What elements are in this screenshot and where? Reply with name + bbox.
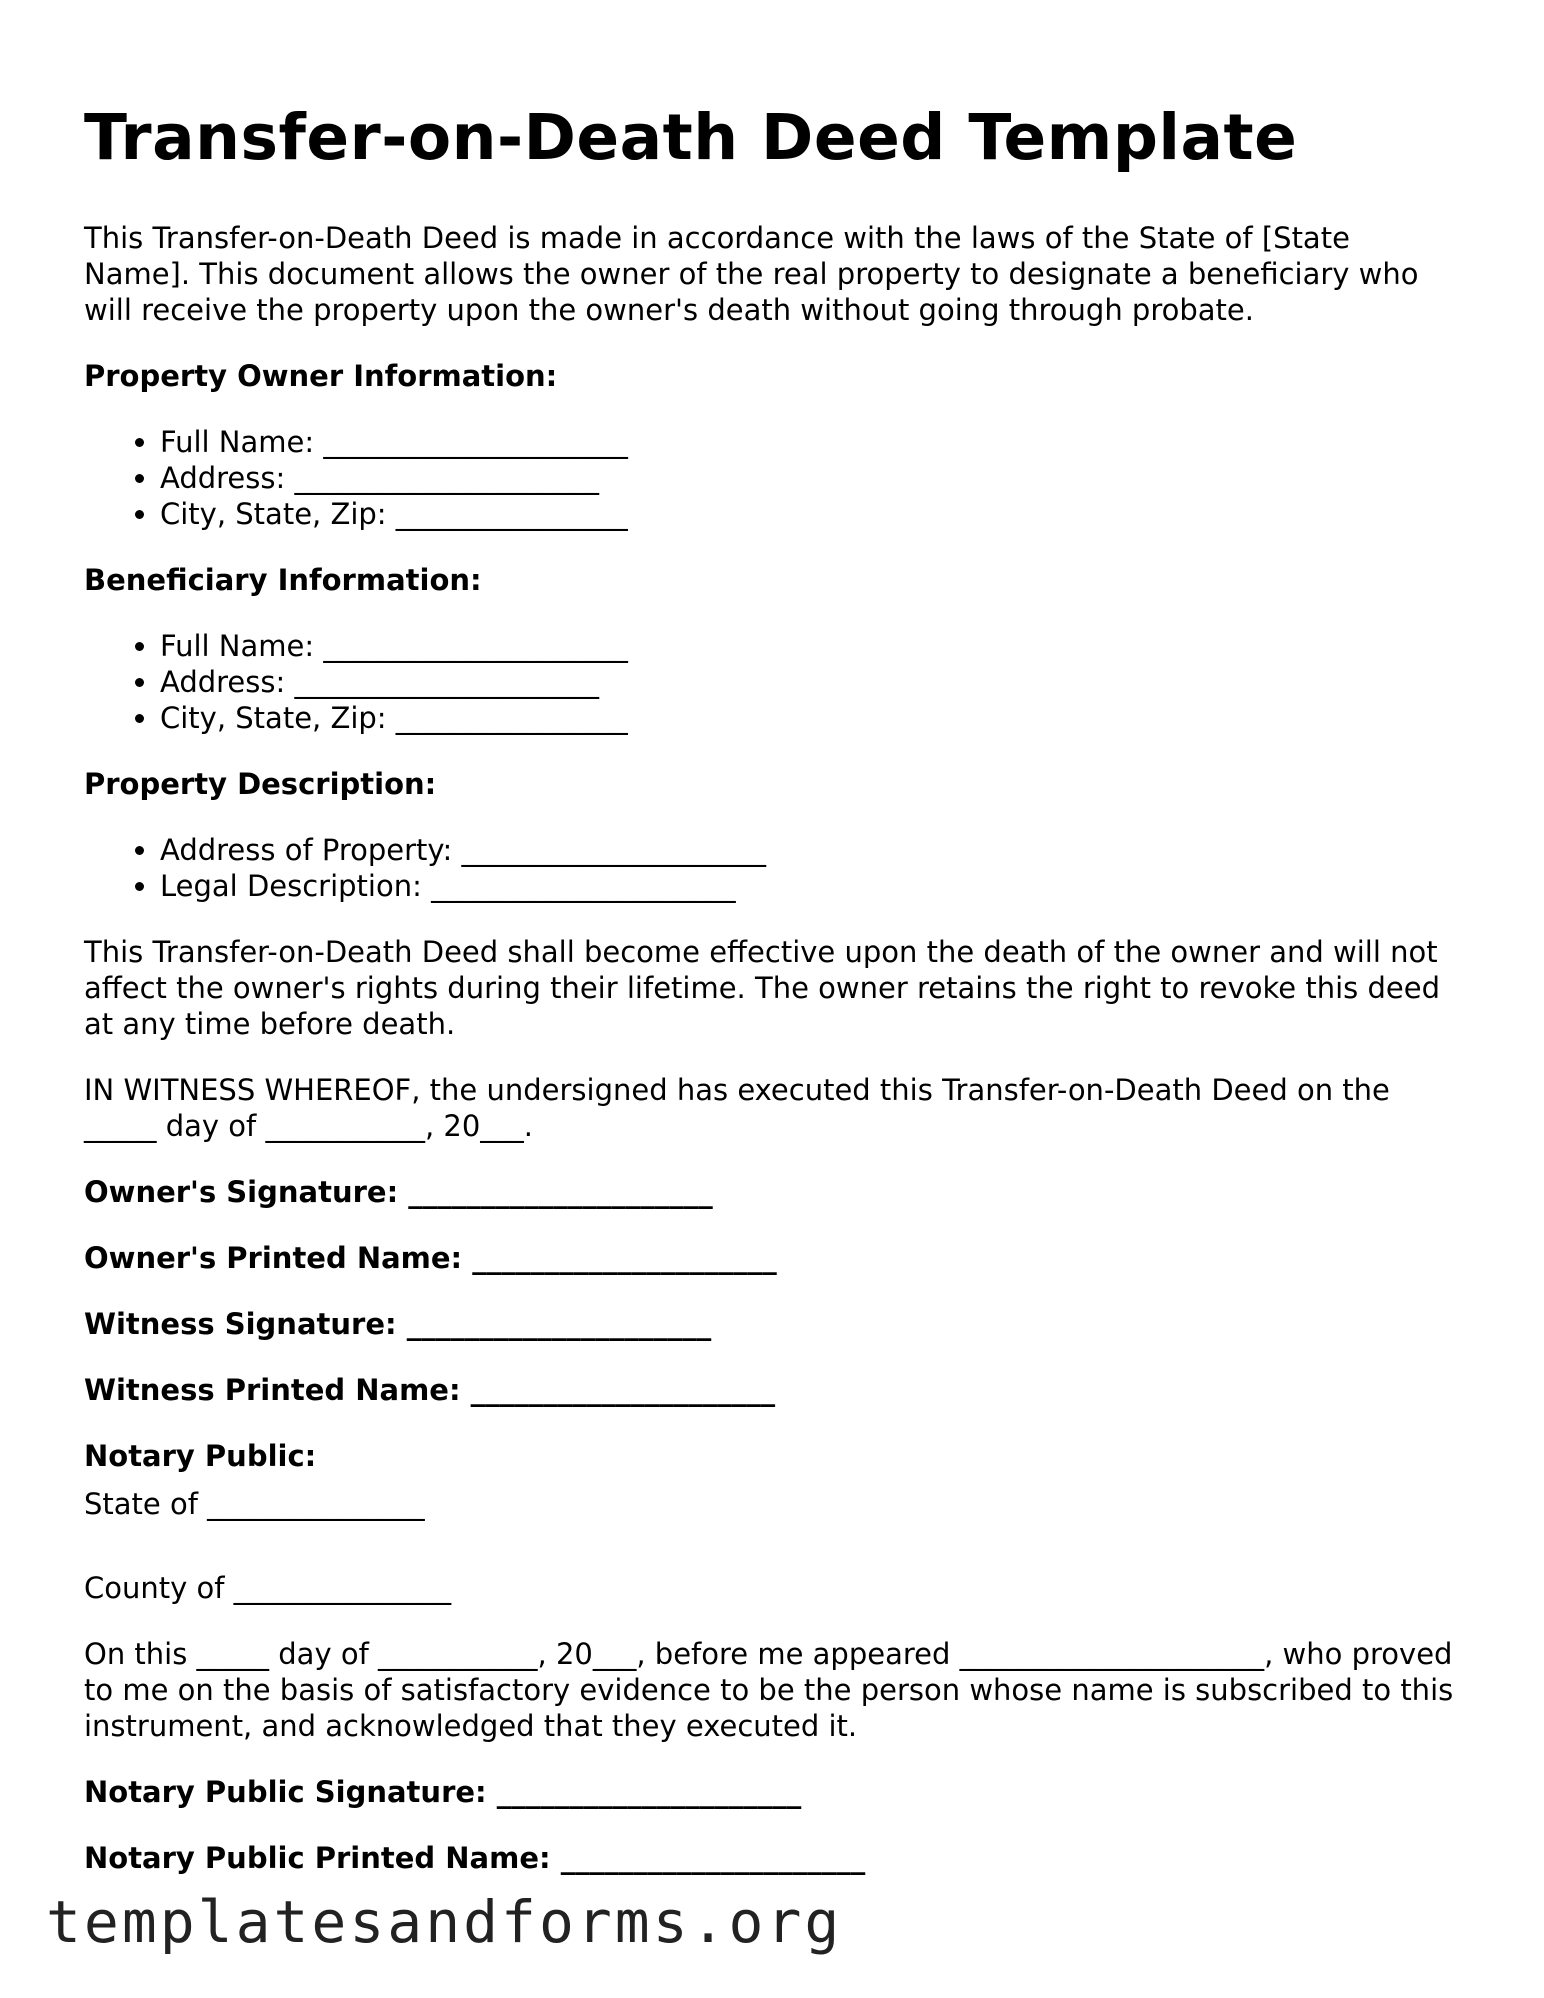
beneficiary-info-list bbox=[84, 628, 1464, 736]
beneficiary-address-field: • Address: _____________________ bbox=[160, 664, 1464, 700]
notary-county-line: County of _______________ bbox=[84, 1570, 452, 1605]
notary-heading: Notary Public: bbox=[84, 1438, 317, 1473]
page-title: Transfer-on-Death Deed Template bbox=[84, 101, 1298, 174]
notary-acknowledgment-paragraph: On this _____ day of ___________, 20___, before me appeared _____________________, who proved to me on the basis of satisfactory evidence to be the person whose name is subscribed to this instrument, and acknowledged that they executed it. bbox=[84, 1636, 1454, 1743]
owner-printed-name-line: Owner's Printed Name: _____________________ bbox=[84, 1240, 777, 1275]
beneficiary-section-heading: Beneficiary Information: bbox=[84, 562, 482, 597]
property-address-field: • Address of Property: _____________________ bbox=[160, 832, 1464, 868]
owner-section-heading: Property Owner Information: bbox=[84, 358, 558, 393]
property-description-list bbox=[84, 832, 1464, 904]
owner-address-field: • Address: _____________________ bbox=[160, 460, 1464, 496]
owner-city-state-zip-field: • City, State, Zip: ________________ bbox=[160, 496, 1464, 532]
owner-full-name-field: • Full Name: _____________________ bbox=[160, 424, 1464, 460]
legal-description-field: • Legal Description: _____________________ bbox=[160, 868, 1464, 904]
watermark-footer: templatesandforms.org bbox=[46, 1888, 843, 1956]
notary-state-line: State of _______________ bbox=[84, 1486, 425, 1521]
witness-printed-name-line: Witness Printed Name: _____________________ bbox=[84, 1372, 776, 1407]
owner-info-list bbox=[84, 424, 1464, 532]
property-section-heading: Property Description: bbox=[84, 766, 437, 801]
intro-paragraph: This Transfer-on-Death Deed is made in accordance with the laws of the State of [State Name]. This document allows the owner of the real property to designate a beneficiary who will receive the property upon the owner's death without going through probate. bbox=[84, 220, 1419, 327]
witness-whereof-paragraph: IN WITNESS WHEREOF, the undersigned has executed this Transfer-on-Death Deed on the _____ day of ___________, 20___. bbox=[84, 1072, 1390, 1143]
witness-signature-line: Witness Signature: _____________________ bbox=[84, 1306, 712, 1341]
document-page bbox=[84, 100, 1464, 1906]
notary-signature-line: Notary Public Signature: _____________________ bbox=[84, 1774, 802, 1809]
beneficiary-city-state-zip-field: • City, State, Zip: ________________ bbox=[160, 700, 1464, 736]
effective-paragraph: This Transfer-on-Death Deed shall become effective upon the death of the owner and will not affect the owner's rights during their lifetime. The owner retains the right to revoke this deed at any time before death. bbox=[84, 934, 1440, 1041]
notary-printed-name-line: Notary Public Printed Name: _____________________ bbox=[84, 1840, 866, 1875]
owner-signature-line: Owner's Signature: _____________________ bbox=[84, 1174, 713, 1209]
beneficiary-full-name-field: • Full Name: _____________________ bbox=[160, 628, 1464, 664]
